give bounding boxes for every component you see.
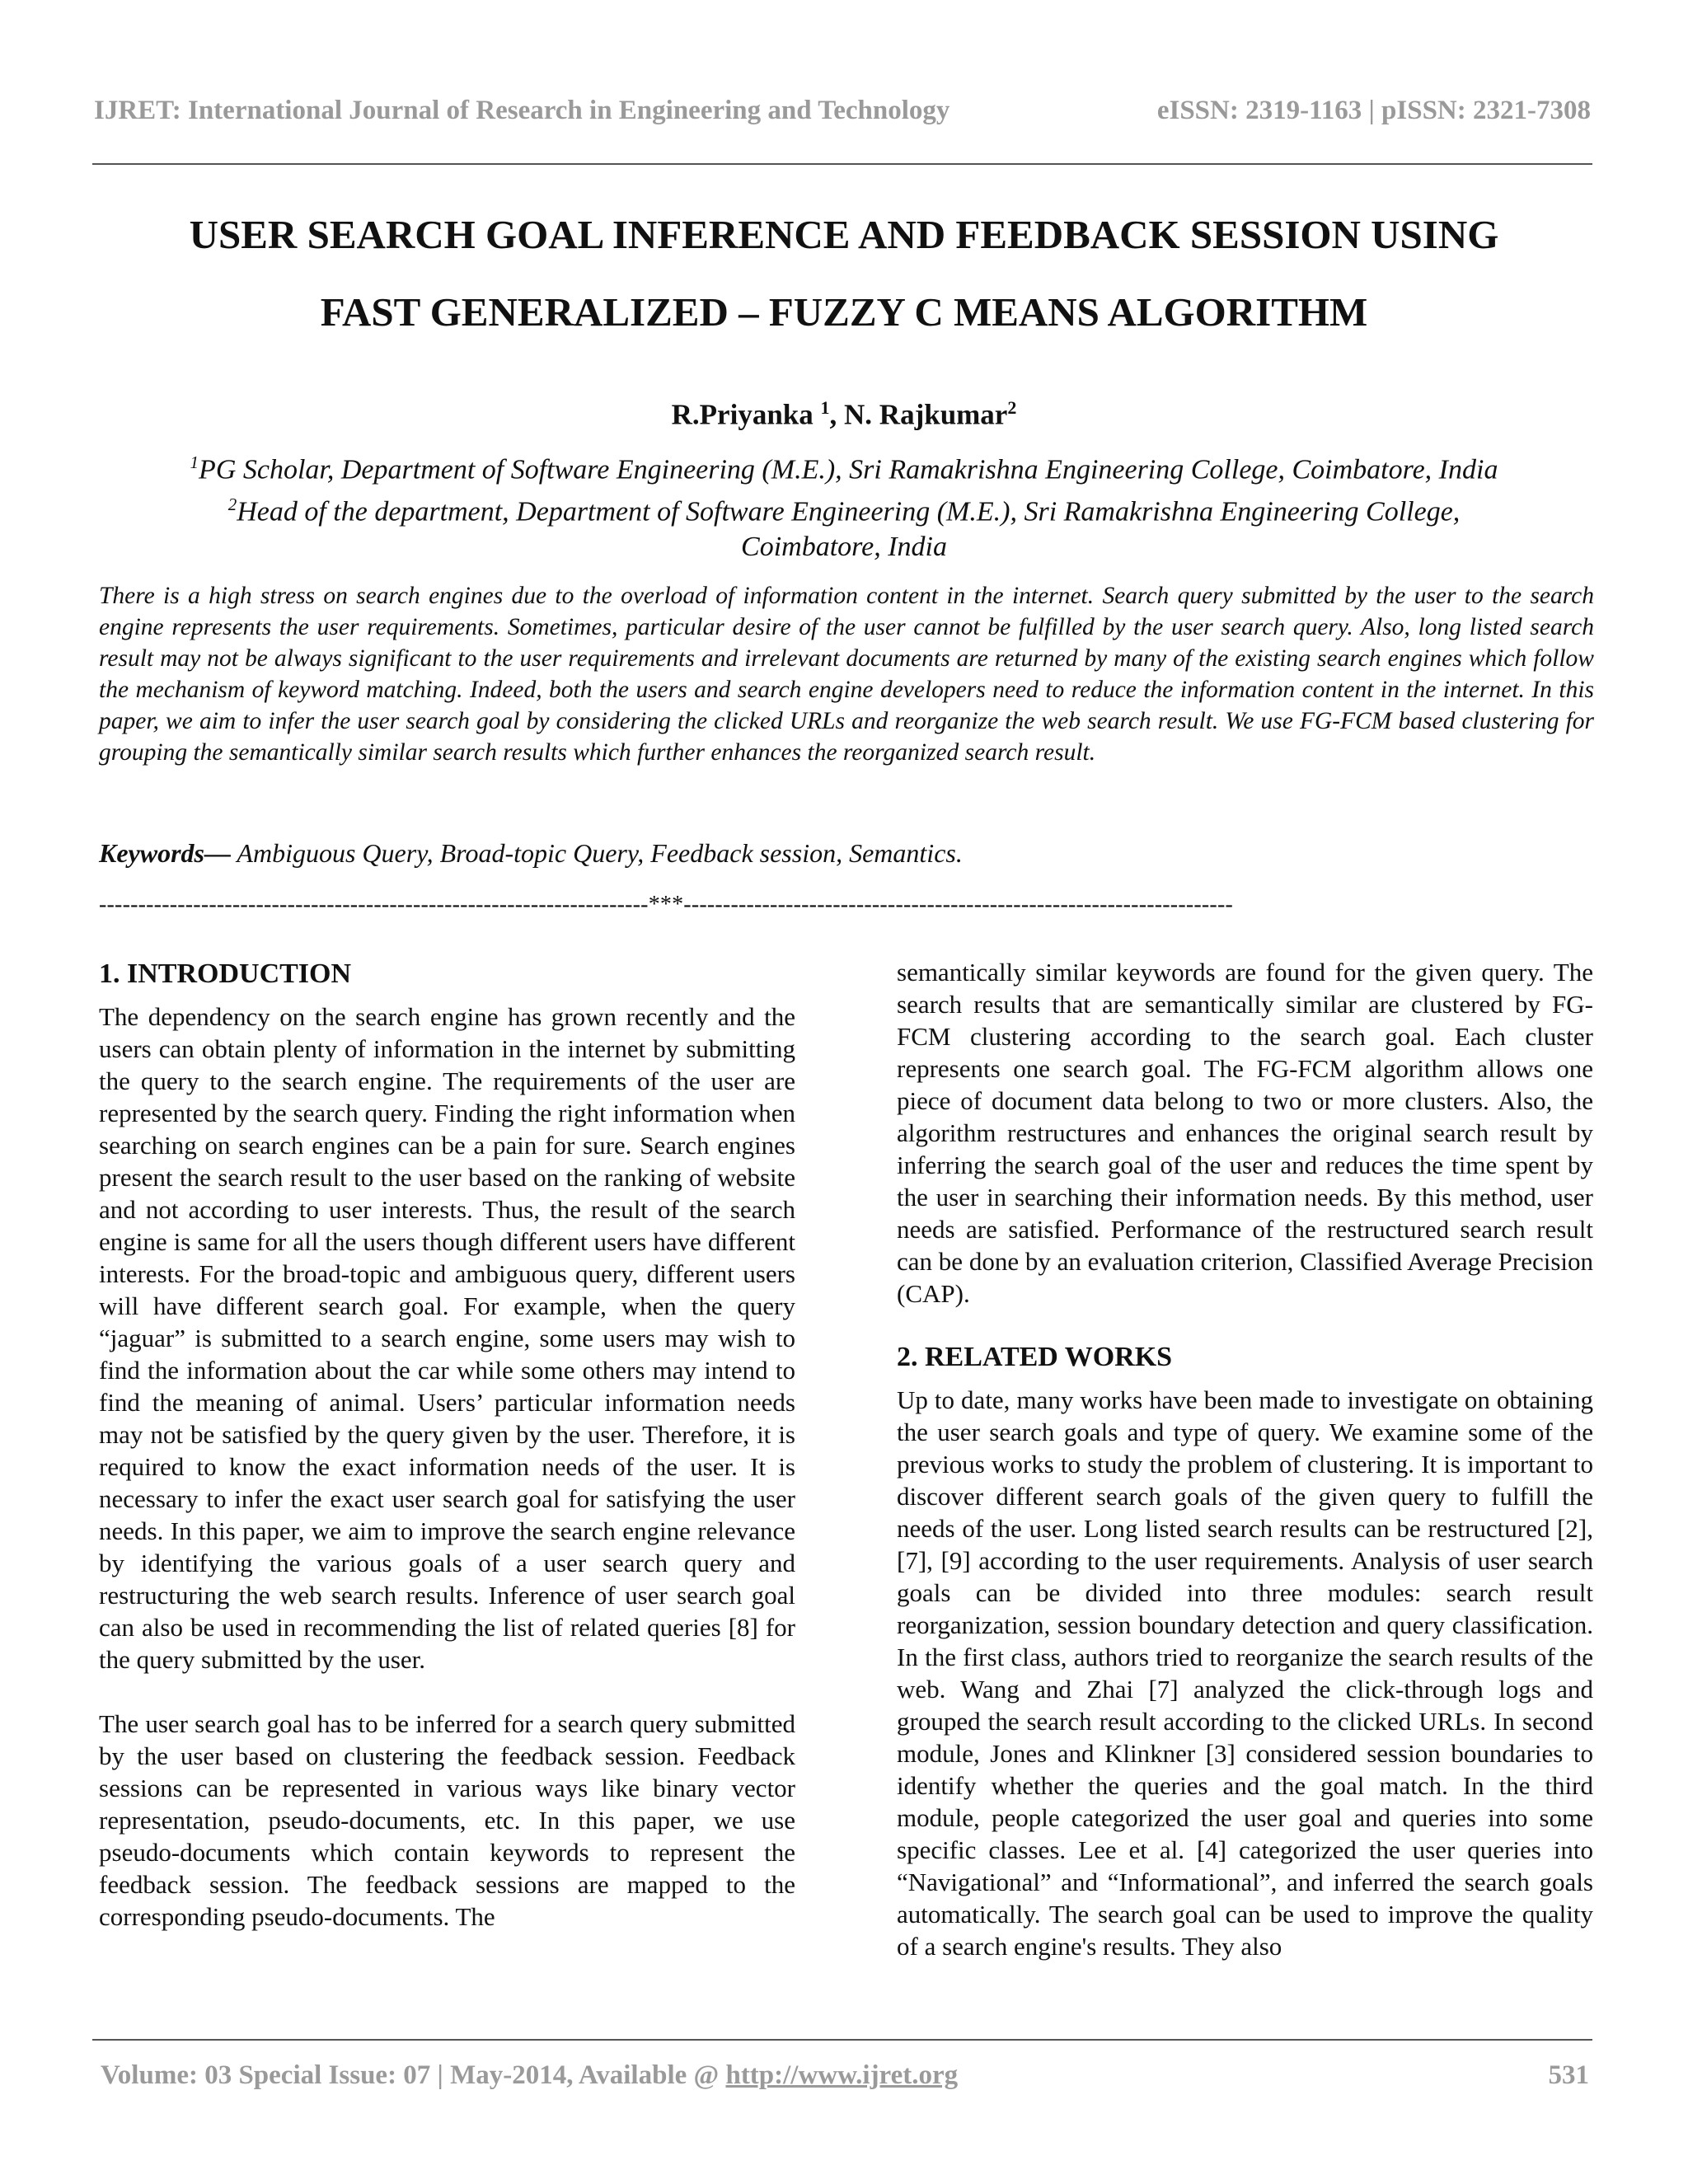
introduction-paragraph-3: semantically similar keywords are found for the given query. The search results that are semantically similar are clustered by FG-FCM clustering according to the search goal. Each cluster represents one search goal. The FG-FCM algorithm allows one piece of document data belong to two or more clusters. Also, the algorithm restructures and enhances the original search result by inferring the search goal of the user and reduces the time spent by the user in searching their information needs. By this method, user needs are satisfied. Performance of the restructured search result can be done by an evaluation criterion, Classified Average Precision (CAP). (897, 958, 1593, 1308)
footer-divider (92, 2039, 1592, 2041)
author-separator: , (829, 398, 845, 431)
affiliation-1 (92, 445, 1596, 487)
author-1: R.Priyanka (671, 398, 814, 431)
keywords-label: Keywords— (99, 838, 231, 868)
paper-title (92, 196, 1596, 351)
introduction-heading: 1. INTRODUCTION (99, 958, 352, 989)
affiliation-2-text: Head of the department, Department of Software Engineering (M.E.), Sri Ramakrishna Engineering College, Coimbatore, India (237, 496, 1461, 562)
journal-name: IJRET: International Journal of Research in Engineering and Technology (94, 96, 950, 125)
keywords-text: Ambiguous Query, Broad-topic Query, Feedback session, Semantics. (231, 838, 963, 868)
running-footer (101, 2060, 1589, 2102)
left-column (99, 956, 795, 1933)
related-works-paragraph: Up to date, many works have been made to investigate on obtaining the user search goals and type of query. We examine some of the previous works to study the problem of clustering. It is important to discover different search goals of the given query to fulfill the needs of the user. Long listed search results can be restructured [2], [7], [9] according to the user requirements. Analysis of user search goals can be divided into three modules: search result reorganization, session boundary detection and query classification. In the first class, authors tried to reorganize the search results of the web. Wang and Zhai [7] analyzed the click-through logs and grouped the search result according to the clicked URLs. In second module, Jones and Klinkner [3] considered session boundaries to identify whether the queries and the goal match. In the third module, people categorized the user goal and queries into some specific classes. Lee et al. [4] categorized the user queries into “Navigational” and “Informational”, and inferred the search goals automatically. The search goal can be used to improve the quality of a search engine's results. They also (897, 1385, 1593, 1961)
introduction-paragraph-2: The user search goal has to be inferred for a search query submitted by the user based on clustering the feedback session. Feedback sessions can be represented in various ways like binary vector representation, pseudo-documents, etc. In this paper, we use pseudo-documents which contain keywords to represent the feedback session. The feedback sessions are mapped to the corresponding pseudo-documents. The (99, 1709, 795, 1931)
related-works-heading: 2. RELATED WORKS (897, 1342, 1173, 1372)
issn-info: eISSN: 2319-1163 | pISSN: 2321-7308 (1156, 96, 1591, 125)
header-divider (92, 163, 1592, 165)
volume-info (101, 2060, 958, 2091)
keywords (99, 834, 1594, 872)
affiliation-2 (92, 487, 1596, 564)
affiliation-list (92, 445, 1596, 565)
author-2: N. Rajkumar (844, 398, 1008, 431)
affiliation-1-text: PG Scholar, Department of Software Engineering (M.E.), Sri Ramakrishna Engineering College, Coimbatore, India (199, 454, 1498, 485)
introduction-paragraph-1: The dependency on the search engine has grown recently and the users can obtain plenty of information in the internet by submitting the query to the search engine. The requirements of the user are represented by the search query. Finding the right information when searching on search engines can be a pain for sure. Search engines present the search result to the user based on the ranking of website and not according to user interests. Thus, the result of the search engine is same for all the users though different users have different interests. For the broad-topic and ambiguous query, different users will have different search goal. For example, when the query “jaguar” is submitted to a search engine, some users may wish to find the information about the car while some others may intend to find the meaning of animal. Users’ particular information needs may not be satisfied by the query given by the user. Therefore, it is required to know the exact information needs of the user. It is necessary to infer the exact user search goal for satisfying the user needs. In this paper, we aim to improve the search engine relevance by identifying the various goals of a user search query and restructuring the web search results. Inference of user search goal can also be used in recommending the list of related queries [8] for the query submitted by the user. (99, 1002, 795, 1674)
section-separator: ----------------------------------------------------------------------***---------------------------------------------------------------------- (99, 892, 1233, 917)
running-header (94, 96, 1591, 138)
title-line-1: USER SEARCH GOAL INFERENCE AND FEEDBACK SESSION USING (189, 212, 1499, 257)
affiliation-2-marker: 2 (227, 494, 237, 515)
journal-url-link[interactable]: http://www.ijret.org (725, 2060, 959, 2090)
affiliation-1-marker: 1 (190, 452, 199, 472)
volume-text: Volume: 03 Special Issue: 07 | May-2014, Available @ (101, 2060, 726, 2090)
author-1-marker: 1 (820, 397, 830, 418)
right-column (897, 956, 1593, 1962)
abstract: There is a high stress on search engines due to the overload of information content in the internet. Search query submitted by the user to the search engine represents the user requirements. Sometimes, particular desire of the user cannot be fulfilled by the user search query. Also, long listed search result may not be always significant to the user requirements and irrelevant documents are returned by many of the existing search engines which follow the mechanism of keyword matching. Indeed, both the users and search engine developers need to reduce the information content in the internet. In this paper, we aim to infer the user search goal by considering the clicked URLs and reorganize the web search result. We use FG-FCM based clustering for grouping the semantically similar search results which further enhances the reorganized search result. (99, 583, 1594, 766)
title-line-2: FAST GENERALIZED – FUZZY C MEANS ALGORITHM (320, 289, 1368, 335)
page-number: 531 (1548, 2060, 1589, 2090)
author-list (92, 387, 1596, 436)
author-2-marker: 2 (1007, 397, 1017, 418)
